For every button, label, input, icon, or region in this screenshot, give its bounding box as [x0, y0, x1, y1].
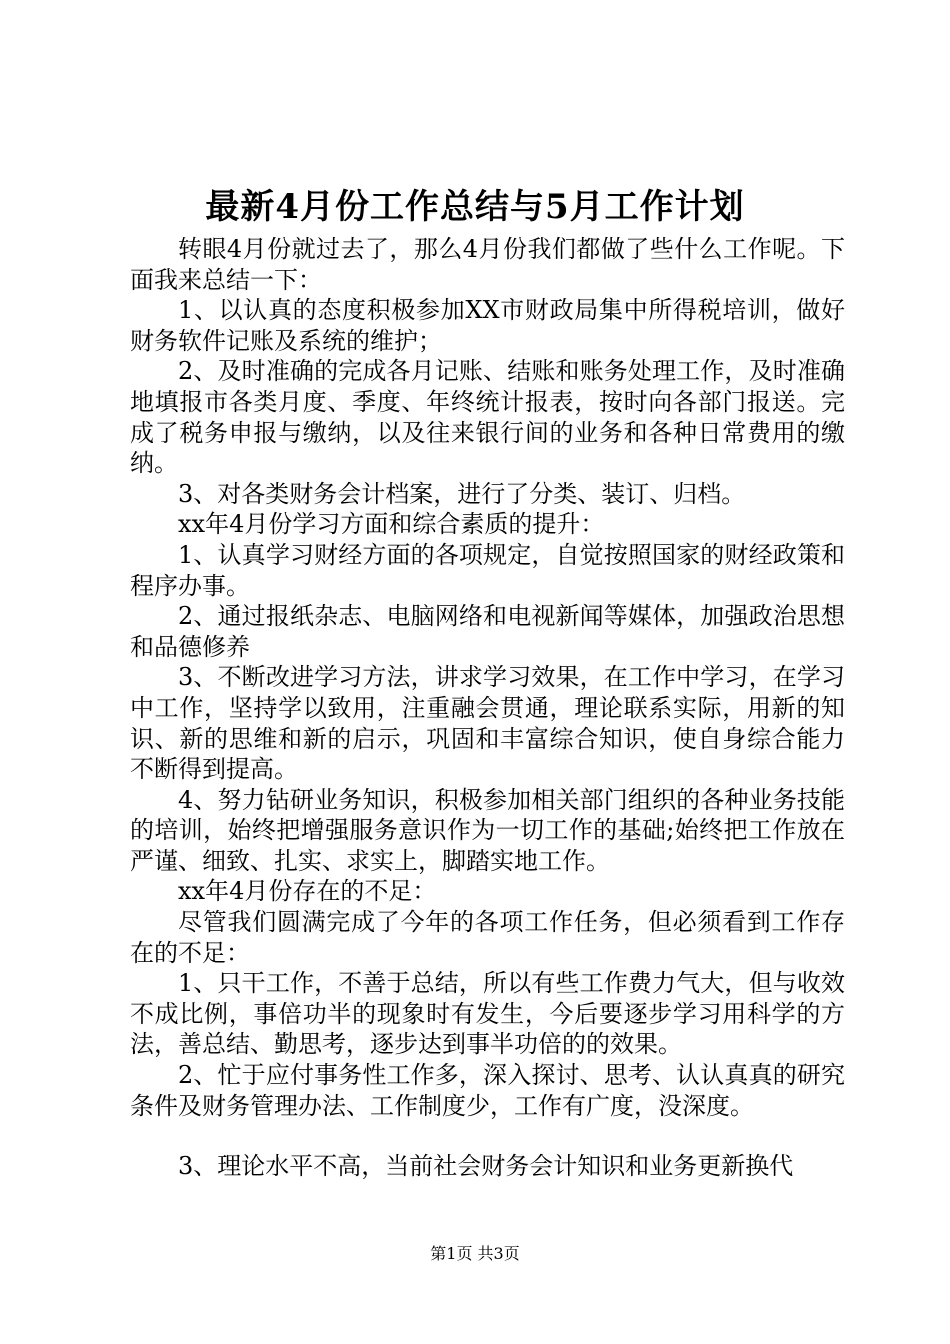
paragraph-study-item-1: 1、认真学习财经方面的各项规定，自觉按照国家的财经政策和程序办事。 [130, 540, 845, 600]
paragraph-shortcoming-2: 2、忙于应付事务性工作多，深入探讨、思考、认认真真的研究条件及财务管理办法、工作制度少，工作有广度，没深度。 [130, 1061, 845, 1120]
paragraph-shortcoming-3: 3、理论水平不高，当前社会财务会计知识和业务更新换代 [178, 1152, 794, 1181]
paragraph-work-item-1: 1、以认真的态度积极参加XX市财政局集中所得税培训，做好财务软件记账及系统的维护； [130, 296, 845, 355]
paragraph-study-item-4: 4、努力钻研业务知识，积极参加相关部门组织的各种业务技能的培训，始终把增强服务意识作为一切工作的基础;始终把工作放在严谨、细致、扎实、求实上，脚踏实地工作。 [130, 785, 845, 875]
document-title: 最新4月份工作总结与5月工作计划 [205, 187, 745, 227]
document-body [130, 234, 845, 1182]
section-heading-shortcomings: xx年4月份存在的不足： [178, 877, 437, 906]
section-heading-study: xx年4月份学习方面和综合素质的提升： [178, 510, 605, 539]
paragraph-study-item-3: 3、不断改进学习方法，讲求学习效果，在工作中学习，在学习中工作，坚持学以致用，注重融会贯通，理论联系实际，用新的知识、新的思维和新的启示，巩固和丰富综合知识，使自身综合能力不断得到提高。 [130, 663, 845, 784]
page-number-footer: 第1页 共3页 [430, 1244, 520, 1263]
paragraph-work-item-2: 2、及时准确的完成各月记账、结账和账务处理工作，及时准确地填报市各类月度、季度、年终统计报表，按时向各部门报送。完成了税务申报与缴纳，以及往来银行间的业务和各种日常费用的缴纳。 [130, 357, 845, 478]
paragraph-shortcomings-intro: 尽管我们圆满完成了今年的各项工作任务，但必须看到工作存在的不足： [130, 908, 845, 967]
paragraph-intro: 转眼4月份就过去了，那么4月份我们都做了些什么工作呢。下面我来总结一下： [130, 235, 845, 294]
paragraph-study-item-2: 2、通过报纸杂志、电脑网络和电视新闻等媒体，加强政治思想和品德修养 [130, 602, 845, 661]
paragraph-work-item-3: 3、对各类财务会计档案，进行了分类、装订、归档。 [178, 479, 746, 508]
paragraph-shortcoming-1: 1、只干工作，不善于总结，所以有些工作费力气大，但与收效不成比例，事倍功半的现象时有发生，今后要逐步学习用科学的方法，善总结、勤思考，逐步达到事半功倍的的效果。 [130, 969, 845, 1059]
